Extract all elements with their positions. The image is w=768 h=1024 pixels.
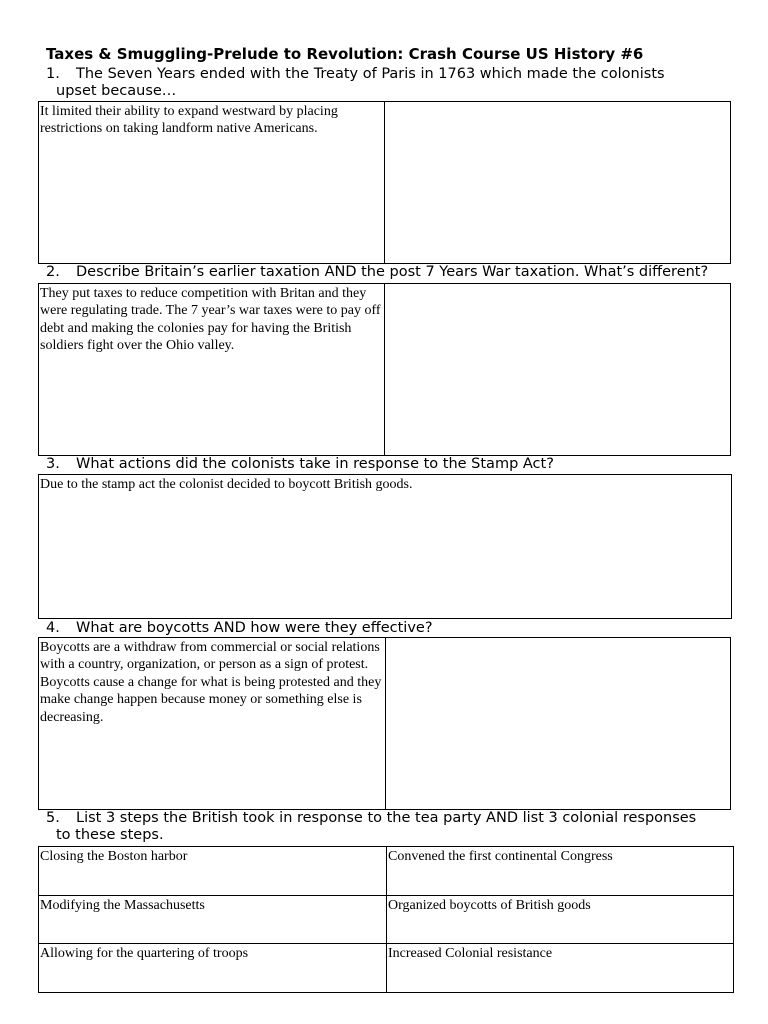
british-step-cell[interactable]: Allowing for the quartering of troops	[40, 946, 249, 961]
table-row	[39, 847, 733, 895]
question-text-continued: to these steps.	[56, 827, 164, 843]
british-step-cell[interactable]: Closing the Boston harbor	[40, 849, 188, 864]
question-text: What are boycotts AND how were they effective?	[76, 620, 433, 636]
answer-notes-2[interactable]	[384, 284, 730, 455]
question-4	[46, 620, 433, 637]
question-2	[46, 264, 708, 281]
question-1	[46, 66, 665, 100]
answer-text-3[interactable]: Due to the stamp act the colonist decided to boycott British goods.	[40, 477, 413, 492]
question-number: 1.	[46, 66, 60, 82]
colonial-response-cell[interactable]: Organized boycotts of British goods	[386, 896, 733, 943]
colonial-response-cell[interactable]: Convened the first continental Congress	[386, 847, 733, 895]
question-text: The Seven Years ended with the Treaty of Paris in 1763 which made the colonists	[76, 66, 665, 82]
colonial-response-cell[interactable]: Increased Colonial resistance	[386, 944, 733, 992]
table-row	[39, 943, 733, 992]
question-number: 4.	[46, 620, 60, 636]
question-number: 2.	[46, 264, 60, 280]
answer-text-4[interactable]: Boycotts are a withdraw from commercial or social relations with a country, organization, or person as a sign of protest. Boycotts cause a change for what is being protested and they make change happen because money or something else is decreasing.	[40, 640, 382, 725]
answer-text-1[interactable]: It limited their ability to expand westward by placing restrictions on taking landform native Americans.	[40, 104, 338, 137]
responses-table	[38, 846, 734, 993]
question-text: Describe Britain’s earlier taxation AND the post 7 Years War taxation. What’s different?	[76, 264, 709, 280]
answer-box-3	[38, 474, 732, 619]
answer-box-1	[38, 101, 731, 264]
question-text: List 3 steps the British took in response to the tea party AND list 3 colonial responses	[76, 810, 697, 826]
question-number: 5.	[46, 810, 60, 826]
british-step-cell[interactable]: Modifying the Massachusetts	[40, 898, 205, 913]
worksheet-title: Taxes & Smuggling-Prelude to Revolution: Crash Course US History #6	[46, 45, 644, 63]
table-row	[39, 895, 733, 943]
answer-notes-4[interactable]	[385, 638, 730, 809]
answer-box-4	[38, 637, 731, 810]
answer-notes-1[interactable]	[384, 102, 730, 263]
question-text-continued: upset because…	[56, 83, 177, 99]
question-text: What actions did the colonists take in response to the Stamp Act?	[76, 456, 554, 472]
question-3	[46, 456, 554, 473]
answer-text-2[interactable]: They put taxes to reduce competition with Britan and they were regulating trade. The 7 year’s war taxes were to pay off debt and making the colonies pay for having the British soldiers fight over the Ohio valley.	[40, 286, 381, 354]
answer-box-2	[38, 283, 731, 456]
question-5	[46, 810, 696, 844]
question-number: 3.	[46, 456, 60, 472]
